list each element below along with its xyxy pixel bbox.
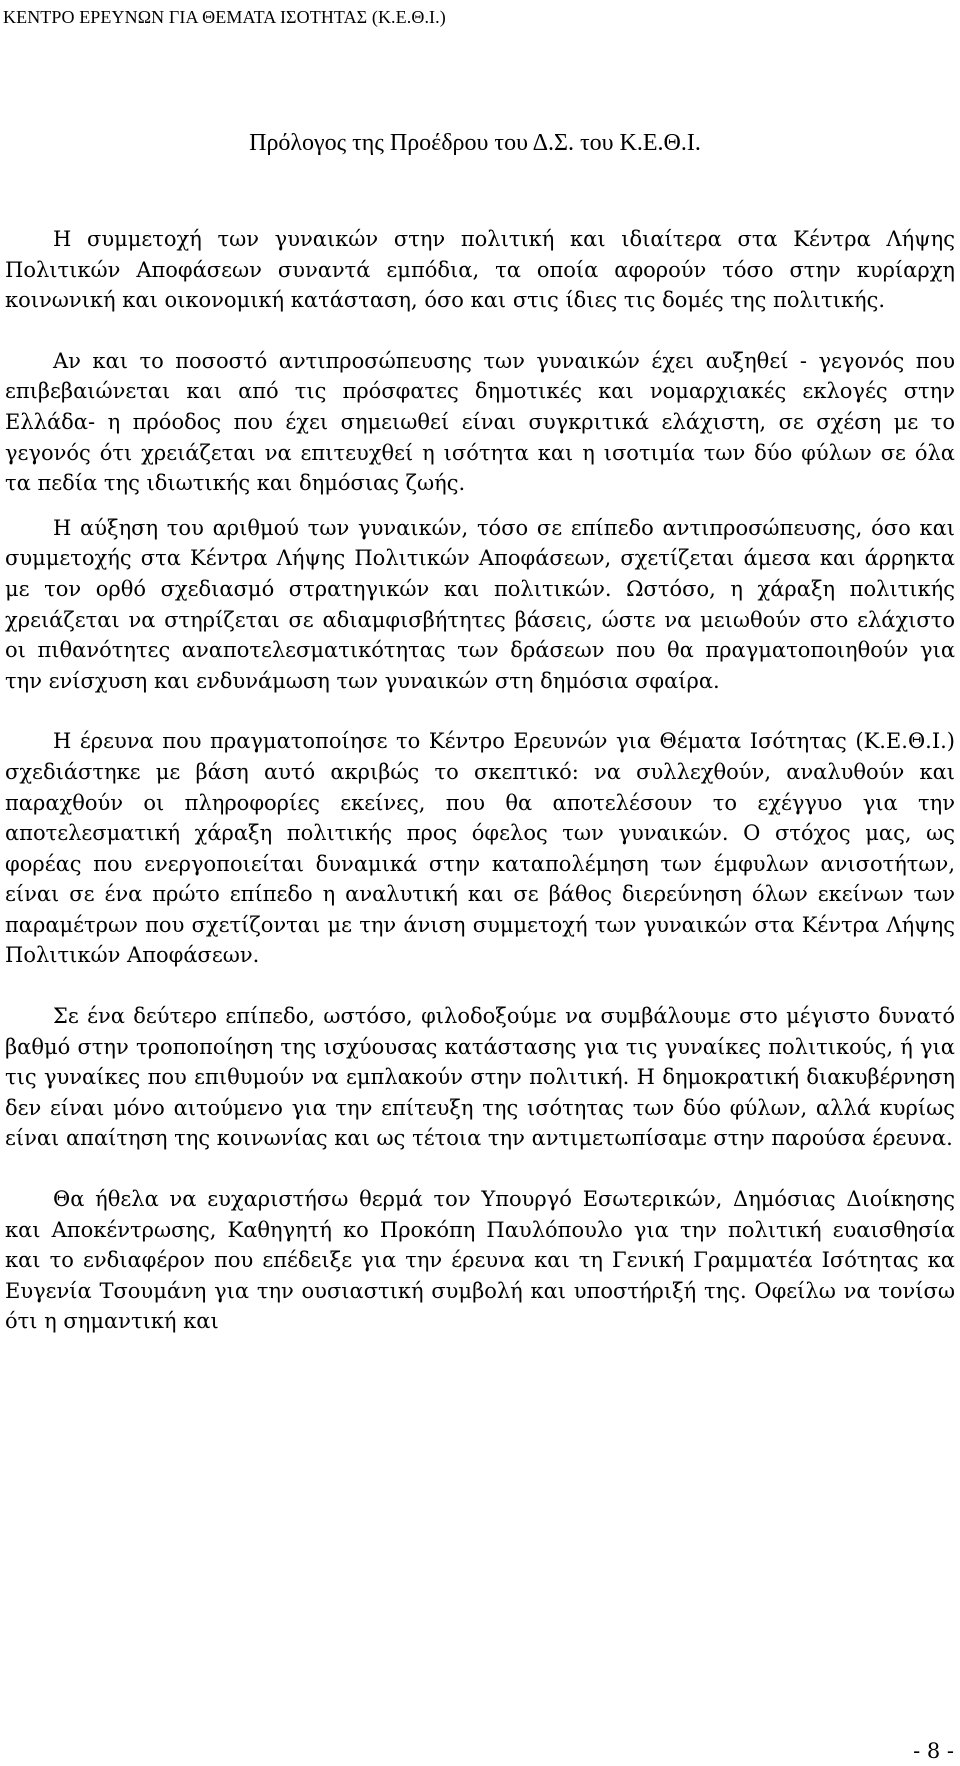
document-title-text: Πρόλογος της Προέδρου του Δ.Σ. του Κ.Ε.Θ.Ι.: [249, 130, 701, 156]
paragraph-1: Η συμμετοχή των γυναικών στην πολιτική και ιδιαίτερα στα Κέντρα Λήψης Πολιτικών Αποφάσεων συναντά εμπόδια, τα οποία αφορούν τόσο στην κυρίαρχη κοινωνική και οικονομική κατάσταση, όσο και στις ίδιες τις δομές της πολιτικής.: [5, 227, 955, 313]
paragraph-3: Η αύξηση του αριθμού των γυναικών, τόσο σε επίπεδο αντιπροσώπευσης, όσο και συμμετοχής στα Κέντρα Λήψης Πολιτικών Αποφάσεων, σχετίζεται άμεσα και άρρηκτα με τον ορθό σχεδιασμό στρατηγικών και πολιτικών. Ωστόσο, η χάραξη πολιτικής χρειάζεται να στηρίζεται σε αδιαμφισβήτητες βάσεις, ώστε να μειωθούν στο ελάχιστο οι πιθανότητες αναποτελεσματικότητας των δράσεων που θα πραγματοποιηθούν για την ενίσχυση και ενδυνάμωση των γυναικών στη δημόσια σφαίρα.: [5, 515, 955, 693]
paragraph-6: Θα ήθελα να ευχαριστήσω θερμά τον Υπουργό Εσωτερικών, Δημόσιας Διοίκησης και Αποκέντρωσης, Καθηγητή κο Προκόπη Παυλόπουλο για την πολιτική ευαισθησία και το ενδιαφέρον που επέδειξε για την έρευνα και τη Γενική Γραμματέα Ισότητας κα Ευγενία Τσουμάνη για την ουσιαστική συμβολή και υποστήριξή της. Οφείλω να τονίσω ότι η σημαντική και: [5, 1187, 955, 1334]
paragraph-5: Σε ένα δεύτερο επίπεδο, ωστόσο, φιλοδοξούμε να συμβάλουμε στο μέγιστο δυνατό βαθμό στην τροποποίηση της ισχύουσας κατάστασης για τις γυναίκες πολιτικούς, ή για τις γυναίκες που επιθυμούν να εμπλακούν στην πολιτική. Η δημοκρατική διακυβέρνηση δεν είναι μόνο αιτούμενο για την επίτευξη της ισότητας των δύο φύλων, αλλά κυρίως είναι απαίτηση της κοινωνίας και ως τέτοια την αντιμετωπίσαμε στην παρούσα έρευνα.: [5, 1004, 955, 1151]
paragraph-2: Αν και το ποσοστό αντιπροσώπευσης των γυναικών έχει αυξηθεί - γεγονός που επιβεβαιώνεται και από τις πρόσφατες δημοτικές και νομαρχιακές εκλογές στην Ελλάδα- η πρόοδος που έχει σημειωθεί είναι συγκριτικά ελάχιστη, σε σχέση με το γεγονός ότι χρειάζεται να επιτευχθεί η ισότητα και η ισοτιμία των δύο φύλων σε όλα τα πεδία της ιδιωτικής και δημόσιας ζωής.: [5, 348, 955, 496]
paragraph-4: Η έρευνα που πραγματοποίησε το Κέντρο Ερευνών για Θέματα Ισότητας (Κ.Ε.Θ.Ι.) σχεδιάστηκε με βάση αυτό ακριβώς το σκεπτικό: να συλλεχθούν, αναλυθούν και παραχθούν οι πληροφορίες εκείνες, που θα αποτελέσουν το εχέγγυο για την αποτελεσματική χάραξη πολιτικής προς όφελος των γυναικών. Ο στόχος μας, ως φορέας που ενεργοποιείται δυναμικά στην καταπολέμηση των έμφυλων ανισοτήτων, είναι σε ένα πρώτο επίπεδο η αναλυτική και σε βάθος διερεύνηση όλων εκείνων των παραμέτρων που σχετίζονται με την άνιση συμμετοχή των γυναικών στα Κέντρα Λήψης Πολιτικών Αποφάσεων.: [5, 729, 955, 968]
page-header-organization: ΚΕΝΤΡΟ ΕΡΕΥΝΩΝ ΓΙΑ ΘΕΜΑΤΑ ΙΣΟΤΗΤΑΣ (Κ.Ε.Θ.Ι.): [3, 7, 446, 27]
document-body: [5, 224, 955, 1337]
page-number: - 8 -: [913, 1739, 954, 1763]
document-title: [0, 128, 960, 158]
